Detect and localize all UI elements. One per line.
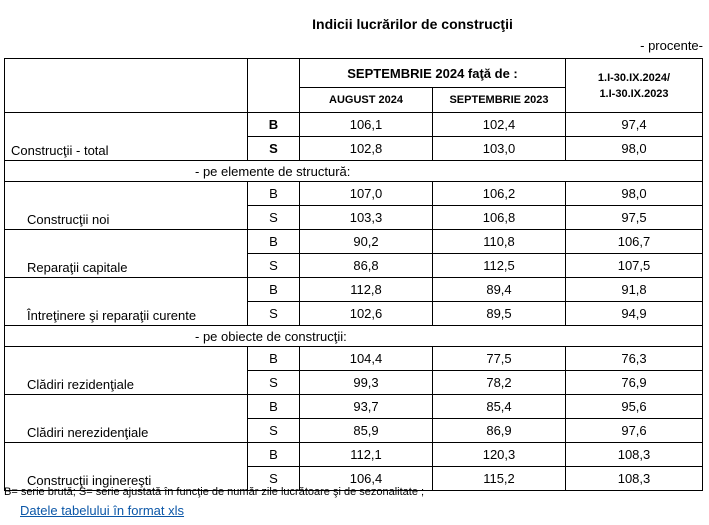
- section-row: [5, 161, 703, 182]
- page-title: Indicii lucrărilor de construcţii: [312, 16, 513, 32]
- series-type: S: [248, 254, 300, 278]
- value-cell: 98,0: [566, 137, 703, 161]
- value-cell: 107,0: [300, 182, 433, 206]
- value-cell: 106,7: [566, 230, 703, 254]
- value-cell: 86,8: [300, 254, 433, 278]
- table-row: [5, 230, 703, 254]
- value-cell: 76,9: [566, 371, 703, 395]
- value-cell: 97,4: [566, 113, 703, 137]
- value-cell: 106,1: [300, 113, 433, 137]
- value-cell: 112,1: [300, 443, 433, 467]
- value-cell: 86,9: [433, 419, 566, 443]
- value-cell: 108,3: [566, 467, 703, 491]
- value-cell: 112,5: [433, 254, 566, 278]
- value-cell: 89,4: [433, 278, 566, 302]
- value-cell: 78,2: [433, 371, 566, 395]
- row-label: Clădiri nerezidenţiale: [5, 395, 248, 443]
- value-cell: 107,5: [566, 254, 703, 278]
- unit-label: - procente-: [640, 38, 703, 53]
- section-row: [5, 326, 703, 347]
- series-type: S: [248, 467, 300, 491]
- row-label: Clădiri rezidenţiale: [5, 347, 248, 395]
- row-label-total: Construcţii - total: [5, 113, 248, 161]
- table-row: [5, 182, 703, 206]
- value-cell: 103,3: [300, 206, 433, 230]
- value-cell: 85,9: [300, 419, 433, 443]
- series-type: B: [248, 395, 300, 419]
- table-row: [5, 347, 703, 371]
- value-cell: 110,8: [433, 230, 566, 254]
- value-cell: 106,8: [433, 206, 566, 230]
- series-type: S: [248, 206, 300, 230]
- value-cell: 115,2: [433, 467, 566, 491]
- value-cell: 98,0: [566, 182, 703, 206]
- header-main: SEPTEMBRIE 2024 faţă de :: [300, 59, 566, 88]
- table-row: [5, 113, 703, 137]
- value-cell: 120,3: [433, 443, 566, 467]
- value-cell: 89,5: [433, 302, 566, 326]
- series-type: S: [248, 419, 300, 443]
- download-xls-link[interactable]: Datele tabelului în format xls: [20, 503, 185, 518]
- row-label: Construcţii noi: [5, 182, 248, 230]
- value-cell: 97,6: [566, 419, 703, 443]
- value-cell: 102,6: [300, 302, 433, 326]
- footnote: B= serie brută; S= serie ajustată în funcţie de număr zile lucrătoare şi de sezonalitate ;: [4, 486, 425, 498]
- value-cell: 106,2: [433, 182, 566, 206]
- value-cell: 99,3: [300, 371, 433, 395]
- table-row: [5, 278, 703, 302]
- value-cell: 106,4: [300, 467, 433, 491]
- series-type: B: [248, 230, 300, 254]
- value-cell: 94,9: [566, 302, 703, 326]
- value-cell: 76,3: [566, 347, 703, 371]
- value-cell: 90,2: [300, 230, 433, 254]
- indices-table: [4, 58, 703, 491]
- section-label-objects: - pe obiecte de construcţii:: [5, 326, 703, 347]
- header-col-august: AUGUST 2024: [300, 88, 433, 113]
- table-row: [5, 443, 703, 467]
- series-type: B: [248, 182, 300, 206]
- value-cell: 108,3: [566, 443, 703, 467]
- table-row: [5, 395, 703, 419]
- value-cell: 77,5: [433, 347, 566, 371]
- value-cell: 104,4: [300, 347, 433, 371]
- series-type: B: [248, 443, 300, 467]
- header-period-line2: 1.I-30.IX.2023: [599, 87, 669, 100]
- header-col-september: SEPTEMBRIE 2023: [433, 88, 566, 113]
- header-blank-label: [5, 59, 248, 113]
- value-cell: 97,5: [566, 206, 703, 230]
- value-cell: 103,0: [433, 137, 566, 161]
- value-cell: 112,8: [300, 278, 433, 302]
- series-type: B: [248, 347, 300, 371]
- value-cell: 91,8: [566, 278, 703, 302]
- value-cell: 93,7: [300, 395, 433, 419]
- value-cell: 102,4: [433, 113, 566, 137]
- header-period: [566, 59, 703, 113]
- series-type: B: [248, 113, 300, 137]
- value-cell: 95,6: [566, 395, 703, 419]
- series-type: B: [248, 278, 300, 302]
- section-label-structure: - pe elemente de structură:: [5, 161, 703, 182]
- row-label: Construcţii inginereşti: [5, 443, 248, 491]
- row-label: Reparaţii capitale: [5, 230, 248, 278]
- value-cell: 85,4: [433, 395, 566, 419]
- row-label: Întreţinere şi reparaţii curente: [5, 278, 248, 326]
- value-cell: 102,8: [300, 137, 433, 161]
- series-type: S: [248, 137, 300, 161]
- series-type: S: [248, 371, 300, 395]
- series-type: S: [248, 302, 300, 326]
- header-period-line1: 1.I-30.IX.2024/: [597, 71, 671, 84]
- header-blank-type: [248, 59, 300, 113]
